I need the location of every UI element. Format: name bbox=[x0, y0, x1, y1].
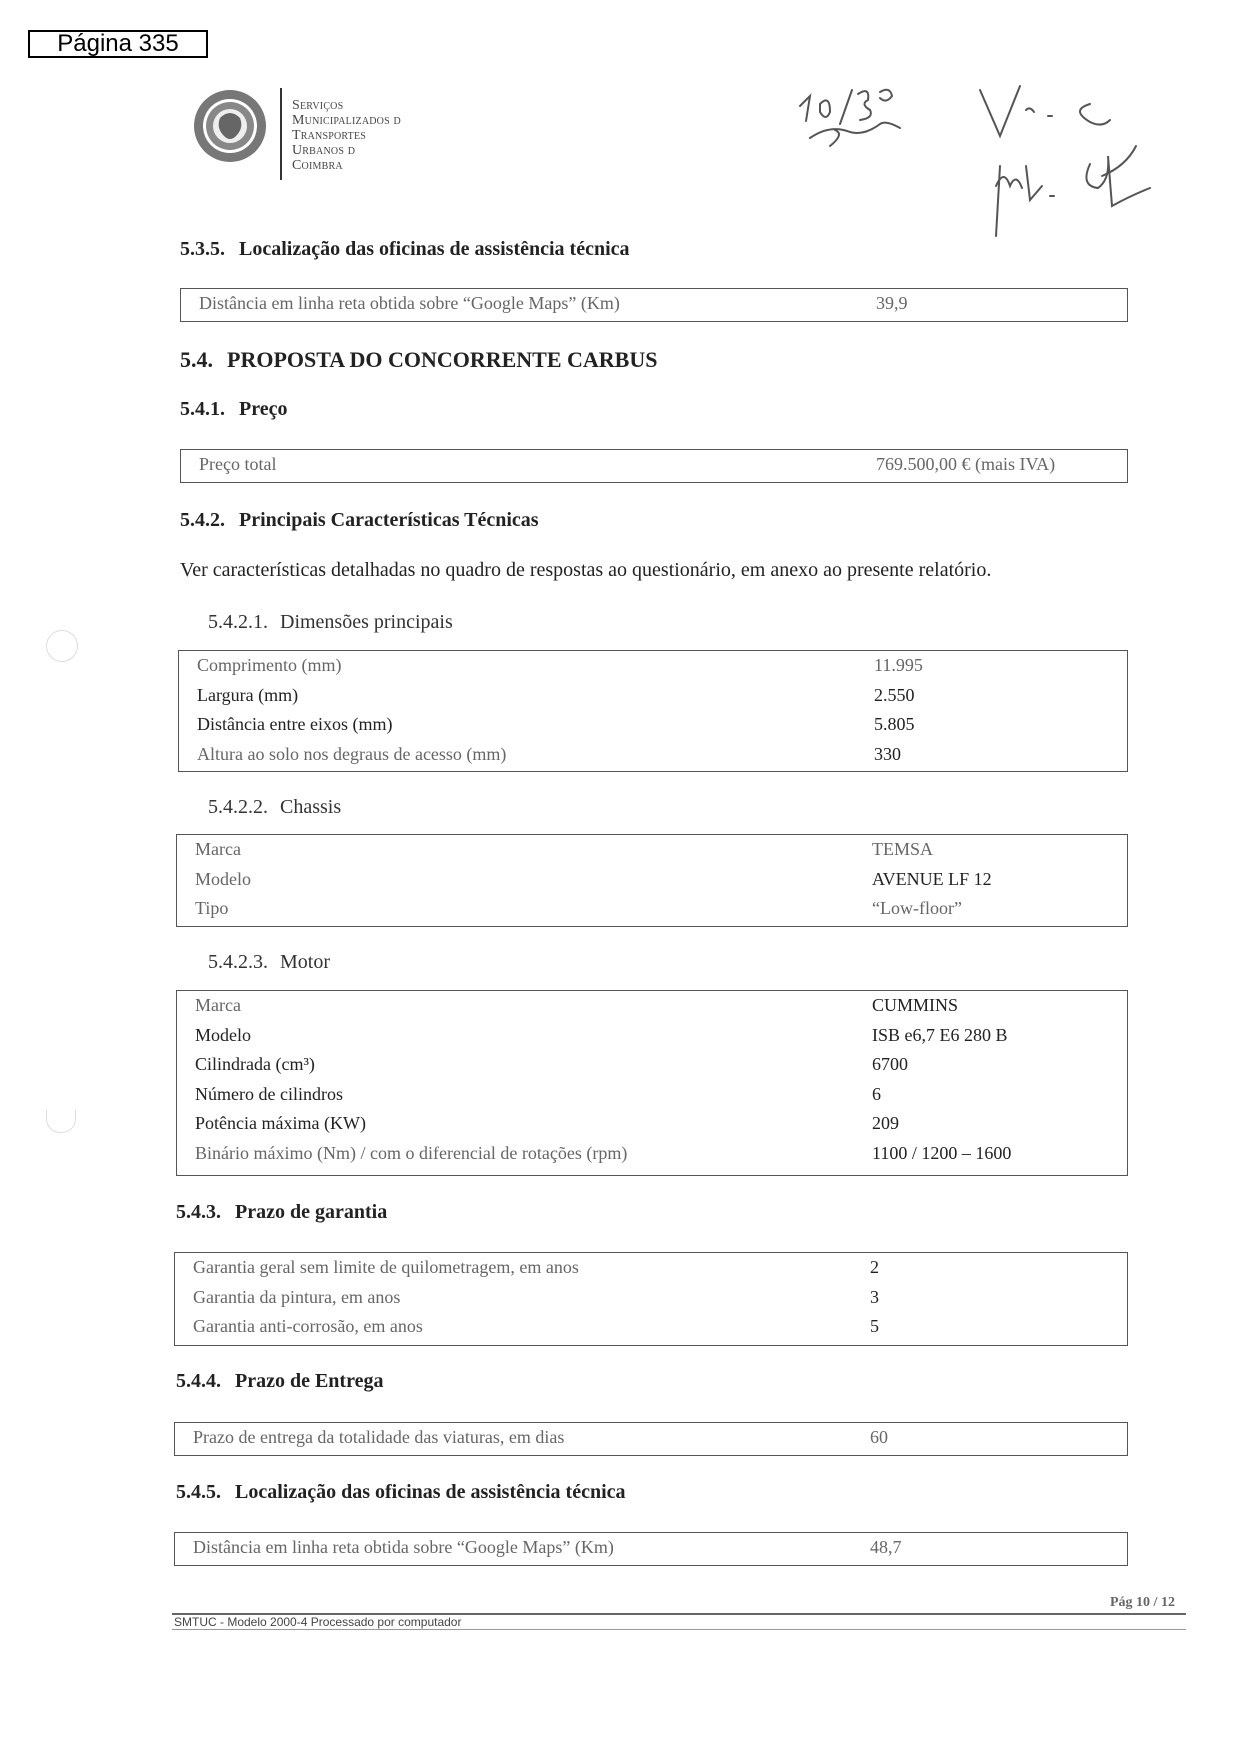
table-row: Distância em linha reta obtida sobre “Google Maps” (Km) 39,9 bbox=[199, 293, 908, 313]
section-5-4-2-heading: 5.4.2. Principais Características Técnicas bbox=[180, 509, 539, 531]
table-row: Binário máximo (Nm) / com o diferencial de rotações (rpm) 1100 / 1200 – 1600 bbox=[195, 1142, 1012, 1163]
section-5-3-5-heading: 5.3.5. Localização das oficinas de assistência técnica bbox=[180, 238, 630, 260]
page-label: Página 335 bbox=[28, 30, 208, 58]
delivery-table bbox=[174, 1422, 1128, 1456]
section-5-4-2-2-heading: 5.4.2.2. Chassis bbox=[208, 796, 342, 818]
table-row: Marca CUMMINS bbox=[195, 995, 959, 1015]
table-row: Largura (mm) 2.550 bbox=[197, 684, 915, 705]
smtuc-seal-logo bbox=[192, 88, 268, 164]
table-row: Prazo de entrega da totalidade das viaturas, em dias 60 bbox=[193, 1427, 888, 1447]
table-row: Cilindrada (cm³) 6700 bbox=[195, 1054, 908, 1074]
table-row: Modelo AVENUE LF 12 bbox=[195, 868, 992, 889]
table-row: Altura ao solo nos degraus de acesso (mm) 330 bbox=[197, 743, 901, 764]
page-number: Pág 10 / 12 bbox=[1110, 1595, 1175, 1610]
table-row: Garantia da pintura, em anos 3 bbox=[193, 1286, 879, 1307]
table-row: Número de cilindros 6 bbox=[195, 1083, 881, 1104]
section-5-4-5-heading: 5.4.5. Localização das oficinas de assistência técnica bbox=[176, 1481, 626, 1503]
table-row: Potência máxima (KW) 209 bbox=[195, 1113, 899, 1133]
section-5-3-5-table bbox=[180, 288, 1128, 322]
workshop-distance-table bbox=[174, 1532, 1128, 1566]
section-5-4-1-heading: 5.4.1. Preço bbox=[180, 398, 288, 420]
binder-hole-mark bbox=[46, 1110, 76, 1133]
table-row: Preço total 769.500,00 € (mais IVA) bbox=[199, 454, 1056, 474]
table-row: Distância entre eixos (mm) 5.805 bbox=[197, 714, 915, 734]
logo-divider bbox=[280, 88, 282, 180]
chassis-table bbox=[176, 834, 1128, 927]
warranty-table bbox=[174, 1252, 1128, 1346]
motor-table bbox=[176, 990, 1128, 1176]
section-5-4-2-1-heading: 5.4.2.1. Dimensões principais bbox=[208, 611, 453, 633]
table-row: Garantia geral sem limite de quilometragem, em anos 2 bbox=[193, 1257, 879, 1277]
section-5-4-4-heading: 5.4.4. Prazo de Entrega bbox=[176, 1370, 384, 1392]
section-5-4-heading: 5.4. PROPOSTA DO CONCORRENTE CARBUS bbox=[180, 347, 658, 372]
footer-divider-lower bbox=[172, 1629, 1186, 1630]
handwritten-annotation bbox=[790, 76, 1170, 246]
section-5-4-2-paragraph: Ver características detalhadas no quadro de respostas ao questionário, em anexo ao presente relatório. bbox=[180, 559, 992, 581]
table-row: Tipo “Low-floor” bbox=[195, 898, 962, 918]
binder-hole-mark bbox=[46, 630, 78, 662]
organization-name: Serviços Municipalizados d Transportes Urbanos d Coimbra bbox=[292, 98, 401, 173]
footer-text: SMTUC - Modelo 2000-4 Processado por computador bbox=[174, 1615, 462, 1629]
table-row: Distância em linha reta obtida sobre “Google Maps” (Km) 48,7 bbox=[193, 1537, 902, 1557]
dimensions-table bbox=[178, 650, 1128, 772]
price-table bbox=[180, 449, 1128, 483]
section-5-4-2-3-heading: 5.4.2.3. Motor bbox=[208, 951, 330, 973]
table-row: Marca TEMSA bbox=[195, 839, 934, 859]
table-row: Modelo ISB e6,7 E6 280 B bbox=[195, 1024, 1008, 1045]
section-5-4-3-heading: 5.4.3. Prazo de garantia bbox=[176, 1201, 388, 1223]
table-row: Comprimento (mm) 11.995 bbox=[197, 655, 923, 675]
table-row: Garantia anti-corrosão, em anos 5 bbox=[193, 1316, 879, 1336]
